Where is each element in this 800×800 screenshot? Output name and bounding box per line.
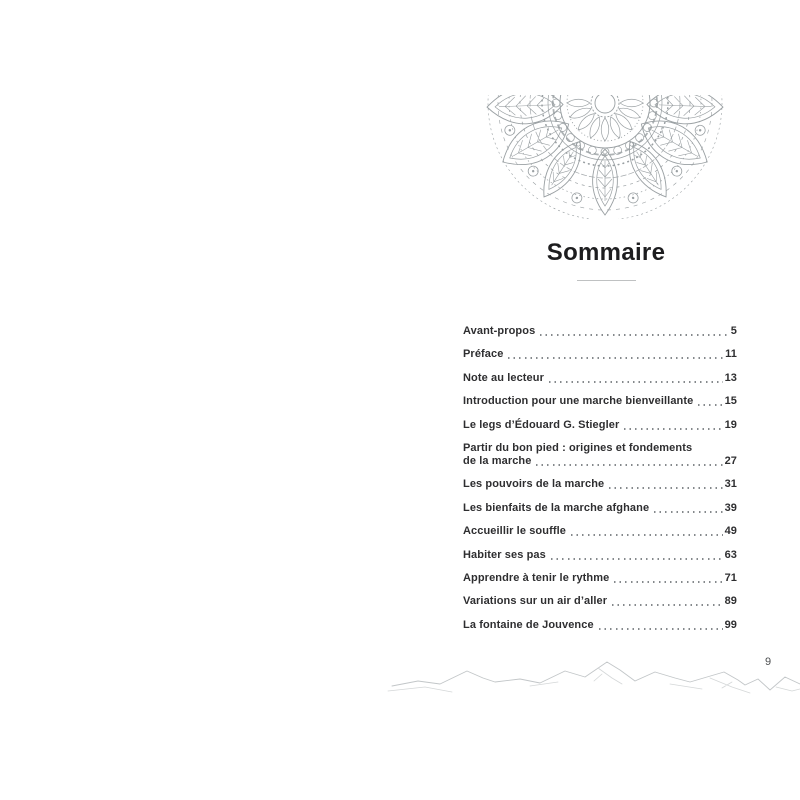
toc-entry-label: Introduction pour une marche bienveillante xyxy=(463,395,694,408)
dot-leader xyxy=(698,404,722,406)
toc-entry-page: 15 xyxy=(724,395,737,408)
mandala-illustration xyxy=(479,95,731,219)
toc-entry-page: 89 xyxy=(724,595,737,608)
dot-leader xyxy=(540,334,728,336)
toc-entry[interactable] xyxy=(463,502,737,515)
toc-entry-label: Préface xyxy=(463,348,504,361)
dot-leader xyxy=(549,381,723,383)
mandala-icon xyxy=(479,95,731,219)
dot-leader xyxy=(624,428,722,430)
toc-entry[interactable] xyxy=(463,595,737,608)
toc-entry[interactable] xyxy=(463,572,737,585)
toc-entry-label: Accueillir le souffle xyxy=(463,525,566,538)
toc-entry-page: 99 xyxy=(724,618,737,631)
toc-entry-page: 11 xyxy=(725,348,737,361)
mountain-sketch xyxy=(380,650,800,705)
page-number: 9 xyxy=(764,656,772,668)
toc-entry-page: 71 xyxy=(724,571,737,584)
table-of-contents xyxy=(463,325,737,642)
dot-leader xyxy=(508,357,723,359)
toc-entry-label: Le legs d’Édouard G. Stiegler xyxy=(463,418,620,431)
dot-leader xyxy=(536,464,722,466)
toc-entry-page: 5 xyxy=(730,325,737,337)
dot-leader xyxy=(609,487,722,489)
toc-entry-label: Apprendre à tenir le rythme xyxy=(463,571,610,584)
toc-entry[interactable] xyxy=(463,442,737,468)
toc-entry-page: 49 xyxy=(724,525,737,538)
toc-entry[interactable] xyxy=(463,348,737,361)
toc-entry-label: Avant-propos xyxy=(463,325,536,337)
toc-entry-label: Habiter ses pas xyxy=(463,548,546,561)
toc-entry-label: Note au lecteur xyxy=(463,371,544,384)
toc-entry-page: 63 xyxy=(724,548,737,561)
toc-entry-page: 13 xyxy=(724,371,737,384)
dot-leader xyxy=(654,511,722,513)
toc-entry[interactable] xyxy=(463,395,737,408)
toc-entry[interactable] xyxy=(463,372,737,385)
toc-entry-label-line2: de la marche xyxy=(463,454,532,467)
dot-leader xyxy=(599,628,723,630)
toc-entry[interactable] xyxy=(463,525,737,538)
toc-entry[interactable] xyxy=(463,549,737,562)
toc-entry[interactable] xyxy=(463,478,737,491)
toc-entry-page: 19 xyxy=(724,418,737,431)
toc-entry-label: Les pouvoirs de la marche xyxy=(463,478,605,491)
mountains-icon xyxy=(380,650,800,705)
toc-entry-page: 31 xyxy=(724,478,737,491)
toc-entry-page: 39 xyxy=(724,501,737,514)
toc-entry[interactable] xyxy=(463,325,737,338)
toc-entry-label: Partir du bon pied : origines et fondements xyxy=(463,441,693,454)
dot-leader xyxy=(614,581,722,583)
dot-leader xyxy=(551,558,723,560)
dot-leader xyxy=(612,604,722,606)
toc-entry-label: Les bienfaits de la marche afghane xyxy=(463,501,650,514)
title-divider xyxy=(577,280,636,281)
toc-entry[interactable] xyxy=(463,419,737,432)
toc-entry[interactable] xyxy=(463,619,737,632)
toc-entry-label: Variations sur un air d’aller xyxy=(463,595,608,608)
toc-entry-label: La fontaine de Jouvence xyxy=(463,618,594,631)
page-title: Sommaire xyxy=(546,239,666,266)
dot-leader xyxy=(571,534,723,536)
toc-entry-page: 27 xyxy=(724,454,737,467)
